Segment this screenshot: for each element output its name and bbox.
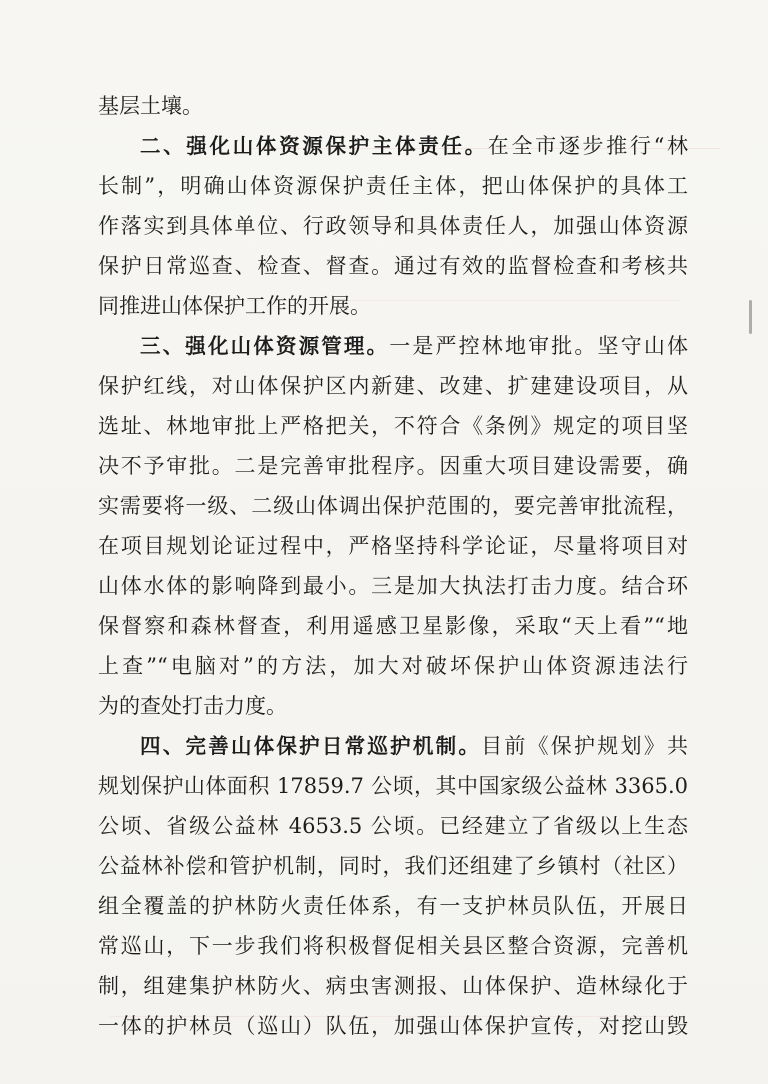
text-line xyxy=(98,406,688,446)
body-text xyxy=(98,86,688,1046)
body-text-segment: 保护红线，对山体保护区内新建、改建、扩建建设项目，从 xyxy=(98,374,688,398)
body-text-segment: 在全市逐步推行“林 xyxy=(487,134,688,158)
body-text-segment: 实需要将一级、二级山体调出保护范围的，要完善审批流程， xyxy=(98,494,688,518)
text-line xyxy=(98,766,688,806)
text-line xyxy=(98,966,688,1006)
text-line xyxy=(98,646,688,686)
body-text-segment: 山体水体的影响降到最小。三是加大执法打击力度。结合环 xyxy=(98,574,688,598)
text-line xyxy=(98,486,688,526)
text-line xyxy=(98,526,688,566)
section-heading: 四、完善山体保护日常巡护机制。 xyxy=(140,734,482,758)
body-text-segment: 选址、林地审批上严格把关，不符合《条例》规定的项目坚 xyxy=(98,414,688,438)
text-line xyxy=(98,366,688,406)
body-text-segment: 同推进山体保护工作的开展。 xyxy=(98,294,371,318)
text-line xyxy=(98,686,688,726)
text-line xyxy=(98,206,688,246)
text-line xyxy=(98,86,688,126)
body-text-segment: 常巡山，下一步我们将积极督促相关县区整合资源，完善机 xyxy=(98,934,688,958)
text-line xyxy=(98,926,688,966)
text-line xyxy=(98,446,688,486)
text-line xyxy=(98,846,688,886)
body-text-segment: 公顷、省级公益林 4653.5 公顷。已经建立了省级以上生态 xyxy=(98,814,688,838)
body-text-segment: 在项目规划论证过程中，严格坚持科学论证，尽量将项目对 xyxy=(98,534,688,558)
body-text-segment: 公益林补偿和管护机制，同时，我们还组建了乡镇村（社区） xyxy=(98,854,688,878)
text-line xyxy=(98,886,688,926)
body-text-segment: 制，组建集护林防火、病虫害测报、山体保护、造林绿化于 xyxy=(98,974,688,998)
text-line xyxy=(98,1006,688,1046)
text-line xyxy=(98,606,688,646)
body-text-segment: 保督察和森林督查，利用遥感卫星影像，采取“天上看”“地 xyxy=(98,614,688,638)
text-line xyxy=(98,166,688,206)
text-line xyxy=(98,326,688,366)
body-text-segment: 长制”，明确山体资源保护责任主体，把山体保护的具体工 xyxy=(98,174,688,198)
text-line xyxy=(98,726,688,766)
text-line xyxy=(98,566,688,606)
body-text-segment: 目前《保护规划》共 xyxy=(481,734,689,758)
body-text-segment: 规划保护山体面积 17859.7 公顷，其中国家级公益林 3365.0 xyxy=(98,774,688,798)
body-text-segment: 作落实到具体单位、行政领导和具体责任人，加强山体资源 xyxy=(98,214,688,238)
body-text-segment: 决不予审批。二是完善审批程序。因重大项目建设需要，确 xyxy=(98,454,688,478)
body-text-segment: 上查”“电脑对”的方法，加大对破坏保护山体资源违法行 xyxy=(98,654,688,678)
scan-blemish xyxy=(749,300,752,334)
body-text-segment: 基层土壤。 xyxy=(98,94,203,118)
text-line xyxy=(98,126,688,166)
section-heading: 二、强化山体资源保护主体责任。 xyxy=(140,134,488,158)
body-text-segment: 保护日常巡查、检查、督查。通过有效的监督检查和考核共 xyxy=(98,254,688,278)
body-text-segment: 为的查处打击力度。 xyxy=(98,694,287,718)
body-text-segment: 一体的护林员（巡山）队伍，加强山体保护宣传，对挖山毁 xyxy=(98,1014,688,1038)
text-line xyxy=(98,806,688,846)
body-text-segment: 组全覆盖的护林防火责任体系，有一支护林员队伍，开展日 xyxy=(98,894,688,918)
text-line xyxy=(98,246,688,286)
text-line xyxy=(98,286,688,326)
body-text-segment: 一是严控林地审批。坚守山体 xyxy=(389,334,689,358)
section-heading: 三、强化山体资源管理。 xyxy=(140,334,390,358)
